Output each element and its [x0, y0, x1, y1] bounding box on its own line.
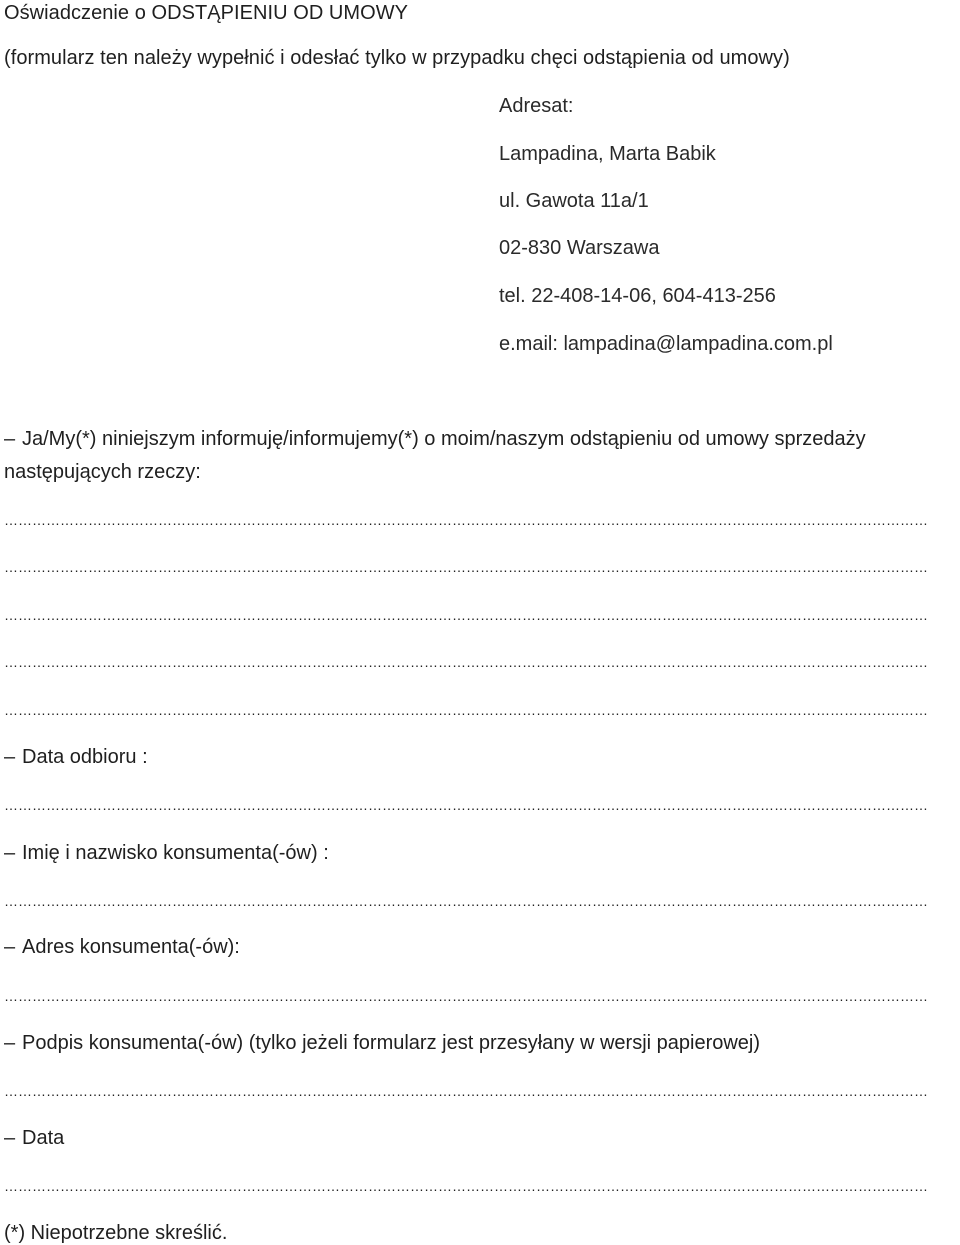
- address-street: ul. Gawota 11a/1: [499, 190, 649, 212]
- form-subtitle: (formularz ten należy wypełnić i odesłać tylko w przypadku chęci odstąpienia od umowy): [4, 47, 790, 69]
- statement-line-1: [4, 429, 866, 449]
- date-text: Data: [22, 1127, 65, 1149]
- dotted-fill-line: ………………………………………………………………………………………………………………………………………………………………………………: [4, 559, 928, 575]
- receipt-date-label: [4, 747, 148, 767]
- consumer-name-label: [4, 843, 329, 863]
- dotted-fill-line: ………………………………………………………………………………………………………………………………………………………………………………: [4, 702, 928, 718]
- dotted-fill-line: ………………………………………………………………………………………………………………………………………………………………………………: [4, 654, 928, 670]
- statement-line-2: następujących rzeczy:: [4, 461, 201, 483]
- dotted-fill-line: ………………………………………………………………………………………………………………………………………………………………………………: [4, 607, 928, 623]
- form-title: Oświadczenie o ODSTĄPIENIU OD UMOWY: [4, 2, 409, 24]
- consumer-address-text: Adres konsumenta(-ów):: [22, 936, 240, 958]
- dash-marker: –: [4, 428, 16, 450]
- dotted-fill-line: ………………………………………………………………………………………………………………………………………………………………………………: [4, 512, 928, 528]
- dash-marker: –: [4, 842, 16, 864]
- statement-text: Ja/My(*) niniejszym informuję/informujemy(*) o moim/naszym odstąpieniu od umowy sprzedaży: [22, 428, 866, 450]
- consumer-address-label: [4, 937, 240, 957]
- dotted-fill-line: ………………………………………………………………………………………………………………………………………………………………………………: [4, 1083, 928, 1099]
- dotted-fill-line: ………………………………………………………………………………………………………………………………………………………………………………: [4, 797, 928, 813]
- signature-label: [4, 1033, 760, 1053]
- date-label: [4, 1128, 64, 1148]
- dash-marker: –: [4, 1127, 16, 1149]
- dotted-fill-line: ………………………………………………………………………………………………………………………………………………………………………………: [4, 893, 928, 909]
- address-email: e.mail: lampadina@lampadina.com.pl: [499, 333, 833, 355]
- dash-marker: –: [4, 1032, 16, 1054]
- consumer-name-text: Imię i nazwisko konsumenta(-ów) :: [22, 842, 329, 864]
- address-name: Lampadina, Marta Babik: [499, 143, 716, 165]
- dash-marker: –: [4, 746, 16, 768]
- signature-text: Podpis konsumenta(-ów) (tylko jeżeli formularz jest przesyłany w wersji papierowej): [22, 1032, 761, 1054]
- dotted-fill-line: ………………………………………………………………………………………………………………………………………………………………………………: [4, 988, 928, 1004]
- dash-marker: –: [4, 936, 16, 958]
- receipt-date-text: Data odbioru :: [22, 746, 148, 768]
- address-city: 02-830 Warszawa: [499, 237, 660, 259]
- address-label: Adresat:: [499, 95, 574, 117]
- footnote: (*) Niepotrzebne skreślić.: [4, 1222, 228, 1244]
- dotted-fill-line: ………………………………………………………………………………………………………………………………………………………………………………: [4, 1178, 928, 1194]
- address-phone: tel. 22-408-14-06, 604-413-256: [499, 285, 776, 307]
